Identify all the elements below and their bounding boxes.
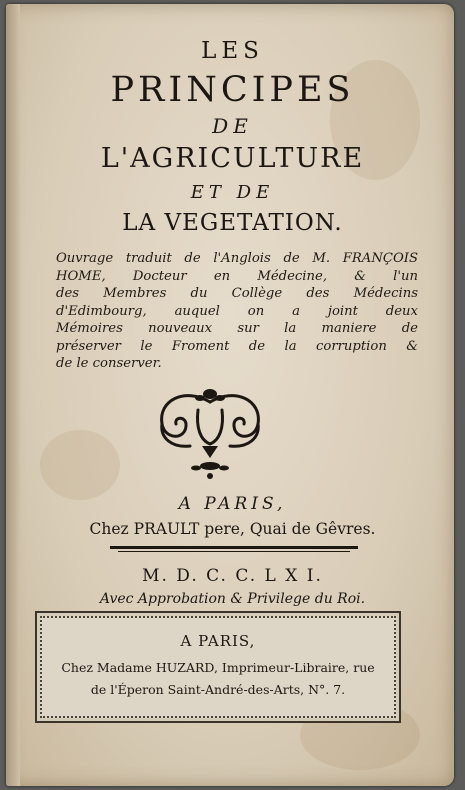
fleuron-ornament-icon: [150, 382, 270, 482]
description-line: des Membres du Collège des Médecins: [56, 286, 418, 301]
description-line: HOME, Docteur en Médecine, & l'un: [56, 268, 418, 284]
approbation-line: Avec Approbation & Privilege du Roi.: [99, 591, 366, 607]
description-paragraph: [56, 250, 418, 373]
title-line-et-de: ET DE: [190, 182, 275, 203]
publication-date: M. D. C. C. L X I.: [142, 566, 323, 586]
description-line: de le conserver.: [56, 356, 162, 371]
bookseller-label: [40, 616, 396, 718]
title-line-vegetation: LA VEGETATION.: [122, 210, 343, 236]
label-bookseller: Chez Madame HUZARD, Imprimeur-Libraire, rue: [61, 660, 375, 675]
title-line-les: LES: [201, 38, 264, 64]
imprint-city: A PARIS,: [178, 494, 287, 514]
label-address: de l'Éperon Saint-André-des-Arts, N°. 7.: [90, 682, 346, 697]
description-line: préserver le Froment de la corruption &: [56, 338, 418, 354]
description-line: Ouvrage traduit de l'Anglois de M. FRANÇOIS: [56, 251, 418, 266]
label-city: A PARIS,: [180, 632, 256, 650]
title-line-de: DE: [212, 114, 253, 138]
imprint-publisher: Chez PRAULT pere, Quai de Gêvres.: [89, 520, 376, 538]
description-line: d'Edimbourg, auquel on a joint deux: [56, 303, 418, 319]
title-line-agriculture: L'AGRICULTURE: [100, 143, 365, 174]
thick-rule: [110, 546, 358, 549]
title-line-principes: PRINCIPES: [110, 70, 355, 110]
description-line: Mémoires nouveaux sur la maniere de: [56, 321, 418, 336]
thin-rule: [118, 551, 350, 552]
foxing-stain: [40, 430, 120, 500]
